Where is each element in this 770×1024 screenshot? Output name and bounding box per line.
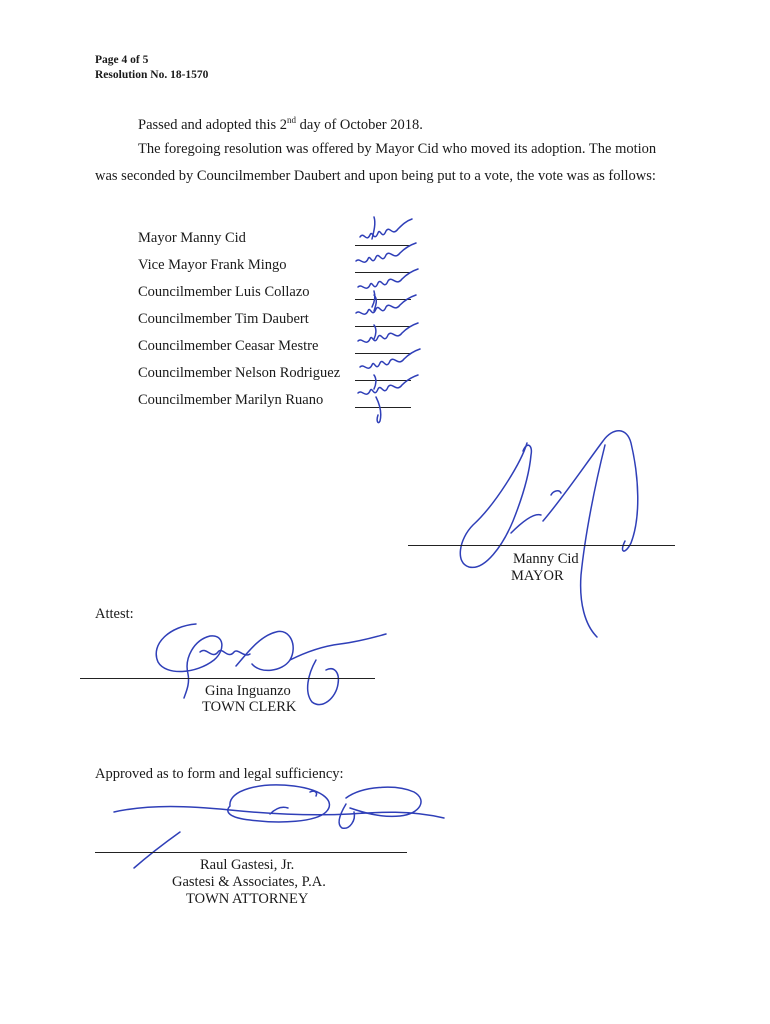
vote-row-name: Councilmember Ceasar Mestre xyxy=(138,338,319,354)
mayor-signature xyxy=(455,425,655,640)
vote-row-name: Councilmember Tim Daubert xyxy=(138,311,309,327)
page-number: Page 4 of 5 xyxy=(95,54,149,66)
mayor-signature-line xyxy=(408,545,675,546)
handwritten-aye-marks xyxy=(352,215,424,425)
clerk-title: TOWN CLERK xyxy=(202,699,297,715)
passed-adopted-line xyxy=(138,115,423,134)
attest-label: Attest: xyxy=(95,606,134,622)
vote-row-name: Councilmember Nelson Rodriguez xyxy=(138,365,341,381)
approval-label: Approved as to form and legal sufficiency: xyxy=(95,766,344,782)
resolution-number: Resolution No. 18-1570 xyxy=(95,69,209,81)
vote-row-name: Mayor Manny Cid xyxy=(138,230,246,246)
passed-prefix: Passed and adopted this 2 xyxy=(138,116,288,133)
offered-line-2: was seconded by Councilmember Daubert and upon being put to a vote, the vote was as follows: xyxy=(95,168,656,184)
offered-line-1: The foregoing resolution was offered by Mayor Cid who moved its adoption. The motion xyxy=(138,141,657,157)
clerk-name: Gina Inguanzo xyxy=(205,683,291,699)
mayor-title: MAYOR xyxy=(511,568,564,584)
vote-row-name: Councilmember Marilyn Ruano xyxy=(138,392,324,408)
passed-ordinal: nd xyxy=(287,115,297,125)
attorney-name: Raul Gastesi, Jr. xyxy=(200,857,295,873)
vote-row-name: Vice Mayor Frank Mingo xyxy=(138,257,287,273)
attorney-title: TOWN ATTORNEY xyxy=(186,891,309,907)
vote-row-name: Councilmember Luis Collazo xyxy=(138,284,310,300)
passed-suffix: day of October 2018. xyxy=(296,116,423,133)
page-header xyxy=(95,53,208,83)
attorney-signature-line xyxy=(95,852,407,853)
mayor-name: Manny Cid xyxy=(513,551,579,567)
clerk-signature-line xyxy=(80,678,375,679)
attorney-firm: Gastesi & Associates, P.A. xyxy=(172,874,326,890)
